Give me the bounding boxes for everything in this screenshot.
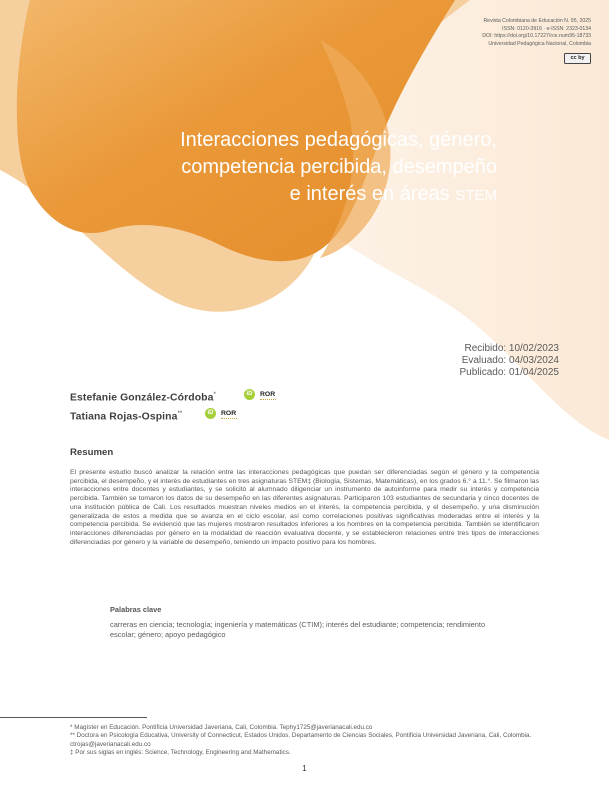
- author-footnote-mark: *: [213, 392, 216, 398]
- keywords-heading: Palabras clave: [110, 605, 162, 614]
- abstract-heading: Resumen: [70, 447, 114, 458]
- ror-icon[interactable]: ROR: [260, 391, 276, 398]
- journal-doi[interactable]: DOI: https://doi.org/10.17227/rce.num95-18733: [482, 33, 591, 40]
- author-footnote-mark: **: [177, 411, 183, 417]
- footnote-2: ** Doctora en Psicología Educativa, University of Connecticut, Estados Unidos. Departamento de Ciencias Sociales, Pontificia Universidad Javeriana, Cali, Colombia. ctrojas@javerianacali.edu.co: [70, 732, 532, 748]
- abstract-text: El presente estudio buscó analizar la relación entre las interacciones pedagógicas que puedan ser diferenciadas según el género y la competencia percibida, el desempeño, y el interés de estudiantes en tres asignaturas STEM‡ (Biología, Sistemas, Matemáticas), en los grados 6.° a 11.°. Se filmaron las interacciones entre docentes y estudiantes, y se solicitó al alumnado diligenciar un instrumento de autoinforme para medir su interés y competencia percibida. También se tomaron los datos de su desempeño en las diferentes asignaturas. Participaron 103 estudiantes de secundaria y cinco docentes de una institución pública de Cali. Los resultados muestran niveles medios en el interés, la competencia percibida, y el desempeño, y una disminución generalizada de estos a medida que se avanza en el ciclo escolar, así como correlaciones positivas significativas moderadas entre el interés y la competencia percibida. Se evidenció que las mujeres mostraron resultados inferiores a los hombres en la competencia percibida. También se identificaron interacciones diferenciadas por género en la modalidad de reacción evaluativa docente, y se establecieron relaciones entre tres tipos de interacciones diferenciadas por género y la variable de desempeño, teniendo un impacto positivo para los hombres.: [70, 469, 539, 546]
- article-title: [77, 127, 497, 209]
- cc-license-badge[interactable]: cc by: [564, 53, 591, 64]
- author-2: [70, 411, 182, 422]
- footnotes: [70, 724, 540, 758]
- footnote-3: ‡ Por sus siglas en inglés: Science, Technology, Engineering and Mathematics.: [70, 749, 291, 757]
- orcid-icon[interactable]: iD: [205, 408, 216, 419]
- journal-name: Revista Colombiana de Educación N. 95, 2025: [483, 18, 591, 24]
- title-line-3-text: e interés en áreas: [289, 183, 450, 205]
- title-line-3: [77, 181, 497, 209]
- journal-info: [482, 18, 591, 48]
- author-name: Tatiana Rojas-Ospina: [70, 411, 178, 423]
- keywords-text: carreras en ciencia; tecnología; ingeniería y matemáticas (CTIM); interés del estudiante; competencia; rendimiento escolar; género; apoyo pedagógico: [110, 620, 486, 640]
- page-number: 1: [302, 764, 307, 773]
- footnote-1: * Magíster en Educación. Pontificia Universidad Javeriana, Cali, Colombia. Tephy1725@javerianacali.edu.co: [70, 724, 373, 731]
- author-name: Estefanie González-Córdoba: [70, 392, 214, 404]
- journal-publisher: Universidad Pedagógica Nacional, Colombia: [488, 40, 591, 47]
- title-line-2: competencia percibida, desempeño: [181, 156, 497, 178]
- author-1: [70, 392, 216, 403]
- journal-issn: ISSN: 0120-3916 · e-ISSN: 2323-0134: [502, 25, 591, 32]
- title-line-1: Interacciones pedagógicas, género,: [180, 129, 497, 151]
- date-published: Publicado: 01/04/2025: [459, 367, 559, 378]
- article-dates: [459, 343, 559, 379]
- date-received: Recibido: 10/02/2023: [464, 343, 559, 354]
- footnote-divider: [0, 717, 147, 718]
- ror-icon[interactable]: ROR: [221, 410, 237, 417]
- orcid-icon[interactable]: iD: [244, 389, 255, 400]
- title-acronym: STEM: [455, 187, 497, 204]
- date-evaluated: Evaluado: 04/03/2024: [461, 355, 559, 366]
